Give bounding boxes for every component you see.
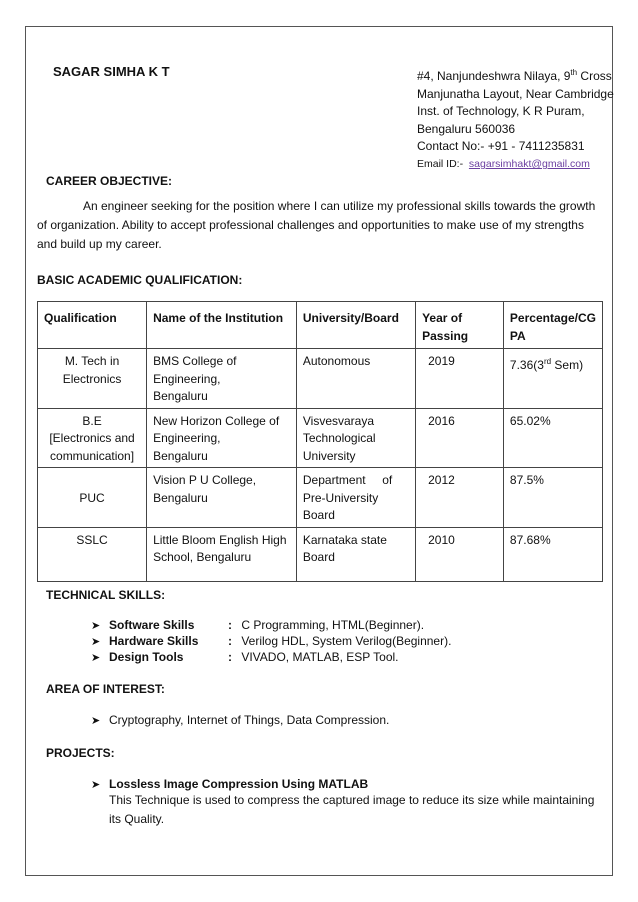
arrowhead-bullet-icon: ➤ <box>91 779 101 791</box>
cell-year: 2016 <box>416 408 504 468</box>
col-header-institution: Name of the Institution <box>147 302 297 349</box>
projects-heading: PROJECTS: <box>46 746 115 760</box>
cell-board: Department of Pre-University Board <box>296 468 415 528</box>
academic-table <box>37 301 603 582</box>
technical-skills-heading: TECHNICAL SKILLS: <box>46 588 166 602</box>
arrowhead-bullet-icon: ➤ <box>91 636 101 648</box>
cell-percentage: 65.02% <box>503 408 602 468</box>
academic-heading: BASIC ACADEMIC QUALIFICATION: <box>37 273 243 287</box>
email-link[interactable]: sagarsimhakt@gmail.com <box>468 157 590 170</box>
email-row: Email ID:- sagarsimhakt@gmail.com <box>417 157 590 170</box>
col-header-board: University/Board <box>296 302 415 349</box>
cell-institution: BMS College of Engineering, Bengaluru <box>147 349 297 409</box>
table-row <box>38 408 603 468</box>
col-header-percentage: Percentage/CG PA <box>503 302 602 349</box>
cell-percentage: 87.68% <box>503 527 602 581</box>
career-objective-heading: CAREER OBJECTIVE: <box>46 174 173 188</box>
table-row <box>38 527 603 581</box>
list-item: ➤ Software Skills : C Programming, HTML(Beginner). <box>91 618 425 632</box>
cell-year: 2019 <box>416 349 504 409</box>
arrowhead-bullet-icon: ➤ <box>91 652 101 664</box>
cell-board: Karnataka state Board <box>296 527 415 581</box>
address-block <box>417 64 614 174</box>
address-line-3: Inst. of Technology, K R Puram, <box>417 104 585 119</box>
arrowhead-bullet-icon: ➤ <box>91 715 101 727</box>
arrowhead-bullet-icon: ➤ <box>91 620 101 632</box>
address-line-4: Bengaluru 560036 <box>417 121 516 136</box>
cell-board: Autonomous <box>296 349 415 409</box>
contact-number: Contact No:- +91 - 7411235831 <box>417 139 585 154</box>
table-row <box>38 468 603 528</box>
cell-qualification: SSLC <box>38 527 147 581</box>
table-header-row <box>38 302 603 349</box>
cell-qualification: M. Tech in Electronics <box>38 349 147 409</box>
list-item: ➤ Design Tools : VIVADO, MATLAB, ESP Tool. <box>91 650 399 664</box>
address-line-2: Manjunatha Layout, Near Cambridge <box>417 86 614 101</box>
project-description: This Technique is used to compress the captured image to reduce its size while maintaining its Quality. <box>109 793 595 826</box>
cell-year: 2010 <box>416 527 504 581</box>
cell-institution: Vision P U College, Bengaluru <box>147 468 297 528</box>
interest-heading: AREA OF INTEREST: <box>46 682 165 696</box>
col-header-qualification: Qualification <box>38 302 147 349</box>
cell-year: 2012 <box>416 468 504 528</box>
project-item <box>91 777 606 829</box>
cell-qualification: B.E [Electronics and communication] <box>38 408 147 468</box>
address-line-1: #4, Nanjundeshwra Nilaya, 9th Cross <box>417 68 612 83</box>
cell-percentage: 7.36(3rd Sem) <box>503 349 602 409</box>
table-row <box>38 349 603 409</box>
cell-institution: Little Bloom English High School, Bengaluru <box>147 527 297 581</box>
list-item: ➤ Cryptography, Internet of Things, Data Compression. <box>91 713 390 727</box>
cell-board: Visvesvaraya Technological University <box>296 408 415 468</box>
project-title: Lossless Image Compression Using MATLAB <box>109 777 369 791</box>
list-item: ➤ Hardware Skills : Verilog HDL, System Verilog(Beginner). <box>91 634 452 648</box>
candidate-name: SAGAR SIMHA K T <box>53 64 170 79</box>
cell-institution: New Horizon College of Engineering, Bengaluru <box>147 408 297 468</box>
cell-percentage: 87.5% <box>503 468 602 528</box>
cell-qualification: PUC <box>38 468 147 528</box>
col-header-year: Year of Passing <box>416 302 504 349</box>
career-objective-text: An engineer seeking for the position where I can utilize my professional skills towards the growth of organization. Ability to accept professional challenges and opportunities to make use of my strengths and build up my career. <box>37 199 596 251</box>
